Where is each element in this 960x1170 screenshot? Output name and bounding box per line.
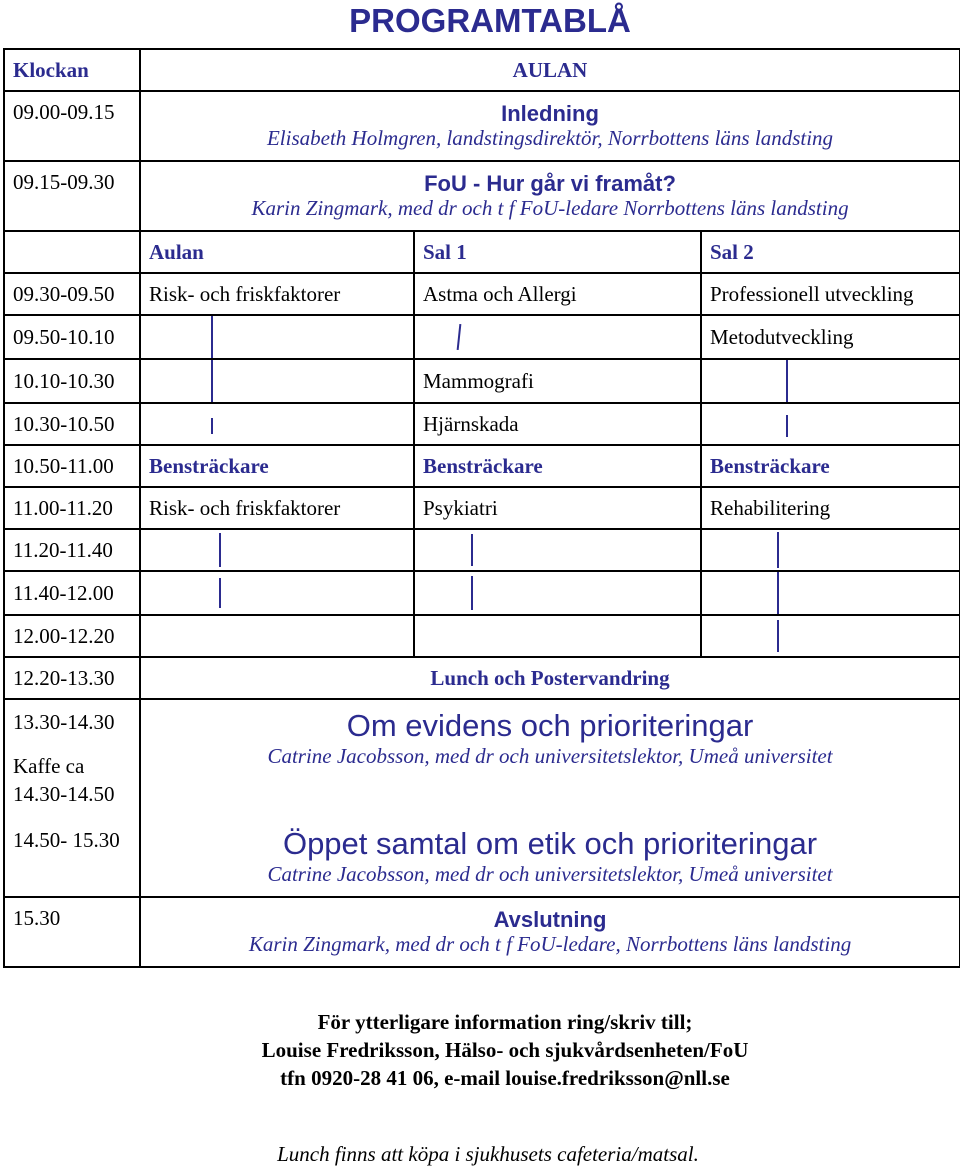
time-cell: 12.20-13.30 bbox=[4, 657, 140, 699]
lunch-cell: Lunch och Postervandring bbox=[140, 657, 960, 699]
lunch-row bbox=[4, 657, 960, 699]
contact-info bbox=[0, 1008, 960, 1092]
session-cell bbox=[414, 571, 701, 615]
continuation-line bbox=[777, 620, 779, 652]
page-title: PROGRAMTABLÅ bbox=[349, 2, 631, 39]
lunch-note: Lunch finns att köpa i sjukhusets cafeteria/matsal. bbox=[277, 1142, 699, 1166]
speaker-text: Elisabeth Holmgren, landstingsdirektör, Norrbottens läns landsting bbox=[266, 126, 834, 150]
afternoon-times bbox=[4, 699, 140, 897]
session-row bbox=[4, 359, 960, 403]
time-cell: 12.00-12.20 bbox=[4, 615, 140, 657]
break-cell: Bensträckare bbox=[701, 445, 960, 487]
continuation-line bbox=[211, 360, 213, 402]
plenary-cell bbox=[140, 161, 960, 231]
talk-title: Om evidens och prioriteringar bbox=[346, 708, 754, 743]
time-cell: 09.15-09.30 bbox=[4, 161, 140, 231]
session-cell bbox=[701, 359, 960, 403]
session-cell: Astma och Allergi bbox=[414, 273, 701, 315]
session-cell bbox=[140, 403, 414, 445]
schedule-table bbox=[3, 48, 960, 968]
speaker-text: Catrine Jacobsson, med dr och universitetslektor, Umeå universitet bbox=[267, 862, 833, 886]
time-text: 14.50- 15.30 bbox=[13, 828, 120, 852]
rooms-row bbox=[4, 231, 960, 273]
continuation-line bbox=[786, 360, 788, 402]
session-heading: Avslutning bbox=[493, 907, 607, 932]
afternoon-talks bbox=[140, 699, 960, 897]
session-row bbox=[4, 529, 960, 571]
session-cell bbox=[701, 615, 960, 657]
session-cell bbox=[414, 615, 701, 657]
session-row bbox=[4, 273, 960, 315]
time-cell: 15.30 bbox=[4, 897, 140, 967]
plenary-cell bbox=[140, 91, 960, 161]
continuation-line bbox=[457, 324, 462, 350]
session-cell bbox=[140, 615, 414, 657]
session-heading: FoU - Hur går vi framåt? bbox=[424, 171, 676, 196]
time-cell: 10.50-11.00 bbox=[4, 445, 140, 487]
contact-line: tfn 0920-28 41 06, e-mail louise.fredriksson@nll.se bbox=[280, 1066, 730, 1090]
time-cell: 11.00-11.20 bbox=[4, 487, 140, 529]
speaker-text: Karin Zingmark, med dr och t f FoU-ledare Norrbottens läns landsting bbox=[251, 196, 849, 220]
time-cell: 09.30-09.50 bbox=[4, 273, 140, 315]
closing-row bbox=[4, 897, 960, 967]
session-cell: Risk- och friskfaktorer bbox=[140, 273, 414, 315]
session-cell: Professionell utveckling bbox=[701, 273, 960, 315]
time-cell: 09.50-10.10 bbox=[4, 315, 140, 359]
session-cell bbox=[140, 315, 414, 359]
continuation-line bbox=[786, 415, 788, 437]
coffee-time: 14.30-14.50 bbox=[13, 782, 115, 806]
session-row bbox=[4, 615, 960, 657]
talk-title: Öppet samtal om etik och prioriteringar bbox=[282, 826, 818, 861]
break-cell: Bensträckare bbox=[140, 445, 414, 487]
break-cell: Bensträckare bbox=[414, 445, 701, 487]
room-header: Aulan bbox=[140, 231, 414, 273]
plenary-row bbox=[4, 161, 960, 231]
session-cell bbox=[701, 571, 960, 615]
session-cell bbox=[414, 529, 701, 571]
session-row bbox=[4, 315, 960, 359]
room-header: Sal 1 bbox=[414, 231, 701, 273]
session-row bbox=[4, 487, 960, 529]
closing-cell bbox=[140, 897, 960, 967]
continuation-line bbox=[219, 578, 221, 608]
session-row bbox=[4, 571, 960, 615]
empty-cell bbox=[4, 231, 140, 273]
speaker-text: Karin Zingmark, med dr och t f FoU-ledare, Norrbottens läns landsting bbox=[248, 932, 852, 956]
aulan-header: AULAN bbox=[140, 49, 960, 91]
session-cell bbox=[414, 315, 701, 359]
continuation-line bbox=[219, 533, 221, 567]
session-cell: Metodutveckling bbox=[701, 315, 960, 359]
header-row bbox=[4, 49, 960, 91]
coffee-label: Kaffe ca bbox=[13, 754, 85, 778]
room-header: Sal 2 bbox=[701, 231, 960, 273]
time-cell: 11.40-12.00 bbox=[4, 571, 140, 615]
time-cell: 10.30-10.50 bbox=[4, 403, 140, 445]
contact-line: För ytterligare information ring/skriv till; bbox=[317, 1010, 693, 1034]
session-cell bbox=[140, 359, 414, 403]
time-cell: 09.00-09.15 bbox=[4, 91, 140, 161]
break-row bbox=[4, 445, 960, 487]
session-cell: Psykiatri bbox=[414, 487, 701, 529]
session-cell bbox=[701, 529, 960, 571]
clock-header: Klockan bbox=[4, 49, 140, 91]
time-cell: 10.10-10.30 bbox=[4, 359, 140, 403]
continuation-line bbox=[211, 418, 213, 434]
continuation-line bbox=[777, 532, 779, 568]
contact-line: Louise Fredriksson, Hälso- och sjukvårdsenheten/FoU bbox=[261, 1038, 749, 1062]
time-cell: 11.20-11.40 bbox=[4, 529, 140, 571]
continuation-line bbox=[471, 534, 473, 566]
session-cell bbox=[140, 571, 414, 615]
session-cell bbox=[140, 529, 414, 571]
speaker-text: Catrine Jacobsson, med dr och universitetslektor, Umeå universitet bbox=[267, 744, 833, 768]
continuation-line bbox=[777, 572, 779, 614]
session-heading: Inledning bbox=[501, 101, 599, 126]
time-text: 13.30-14.30 bbox=[13, 710, 115, 734]
session-cell: Risk- och friskfaktorer bbox=[140, 487, 414, 529]
plenary-row bbox=[4, 91, 960, 161]
session-cell bbox=[701, 403, 960, 445]
session-cell: Rehabilitering bbox=[701, 487, 960, 529]
session-cell: Hjärnskada bbox=[414, 403, 701, 445]
session-cell: Mammografi bbox=[414, 359, 701, 403]
session-row bbox=[4, 403, 960, 445]
continuation-line bbox=[211, 316, 213, 358]
afternoon-row bbox=[4, 699, 960, 897]
continuation-line bbox=[471, 576, 473, 610]
